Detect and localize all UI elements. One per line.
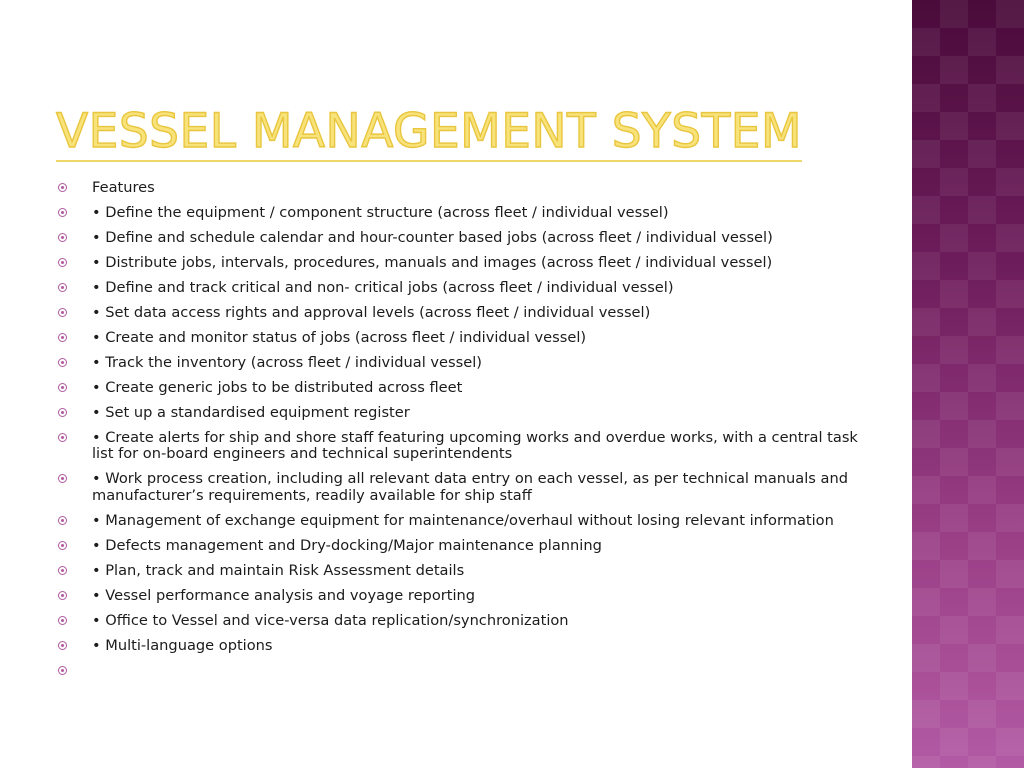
list-item-text: • Create generic jobs to be distributed across fleet <box>92 378 463 396</box>
circle-bullet-icon <box>58 541 67 550</box>
circle-bullet-icon <box>58 383 67 392</box>
feature-list <box>58 180 858 663</box>
circle-bullet-icon <box>58 516 67 525</box>
list-item-text: • Set up a standardised equipment register <box>92 403 410 421</box>
list-item-text: • Create alerts for ship and shore staff featuring upcoming works and overdue works, with a central task list for on-board engineers and technical superintendents <box>92 428 858 463</box>
list-item <box>58 230 858 247</box>
list-item-text: • Management of exchange equipment for maintenance/overhaul without losing relevant information <box>92 512 834 529</box>
slide-title: VESSEL MANAGEMENT SYSTEM <box>56 104 802 162</box>
decorative-side-panel <box>912 0 1024 768</box>
list-item-text: • Set data access rights and approval levels (across fleet / individual vessel) <box>92 303 651 321</box>
list-item <box>58 638 858 655</box>
circle-bullet-icon <box>58 666 67 675</box>
circle-bullet-icon <box>58 283 67 292</box>
circle-bullet-icon <box>58 566 67 575</box>
circle-bullet-icon <box>58 474 67 483</box>
list-item-text: • Plan, track and maintain Risk Assessment details <box>92 561 465 579</box>
diamond-pattern <box>912 0 1024 768</box>
list-item <box>58 380 858 397</box>
list-item-text: • Multi-language options <box>92 636 273 654</box>
list-item-text: • Track the inventory (across fleet / individual vessel) <box>92 353 482 371</box>
list-item <box>58 280 858 297</box>
list-item-text: • Define the equipment / component structure (across fleet / individual vessel) <box>92 203 669 221</box>
list-item <box>58 563 858 580</box>
circle-bullet-icon <box>58 408 67 417</box>
list-item-text: • Distribute jobs, intervals, procedures, manuals and images (across fleet / individual vessel) <box>92 253 773 271</box>
list-item <box>58 588 858 605</box>
list-item-text: • Define and track critical and non- critical jobs (across fleet / individual vessel) <box>92 278 674 296</box>
list-item-text: • Work process creation, including all relevant data entry on each vessel, as per technical manuals and manufacturer’s requirements, readily available for ship staff <box>92 470 848 505</box>
list-item <box>58 180 858 197</box>
circle-bullet-icon <box>58 183 67 192</box>
list-item-text: • Create and monitor status of jobs (across fleet / individual vessel) <box>92 328 587 346</box>
list-item <box>58 205 858 222</box>
list-item-text: • Defects management and Dry-docking/Major maintenance planning <box>92 536 602 554</box>
circle-bullet-icon <box>58 208 67 217</box>
list-item <box>58 405 858 422</box>
list-item <box>58 538 858 555</box>
list-item-text: • Office to Vessel and vice-versa data replication/synchronization <box>92 611 569 629</box>
circle-bullet-icon <box>58 591 67 600</box>
circle-bullet-icon <box>58 258 67 267</box>
circle-bullet-icon <box>58 308 67 317</box>
circle-bullet-icon <box>58 358 67 367</box>
circle-bullet-icon <box>58 333 67 342</box>
circle-bullet-icon <box>58 641 67 650</box>
list-item-text: Features <box>92 179 155 196</box>
list-item-text: • Define and schedule calendar and hour-counter based jobs (across fleet / individual vessel) <box>92 228 773 246</box>
list-item <box>58 513 858 530</box>
list-item <box>58 471 858 504</box>
circle-bullet-icon <box>58 616 67 625</box>
list-item <box>58 430 858 463</box>
circle-bullet-icon <box>58 433 67 442</box>
circle-bullet-icon <box>58 233 67 242</box>
list-item <box>58 613 858 630</box>
list-item <box>58 355 858 372</box>
list-item <box>58 305 858 322</box>
list-item <box>58 255 858 272</box>
list-item-text: • Vessel performance analysis and voyage reporting <box>92 586 476 604</box>
list-item <box>58 330 858 347</box>
